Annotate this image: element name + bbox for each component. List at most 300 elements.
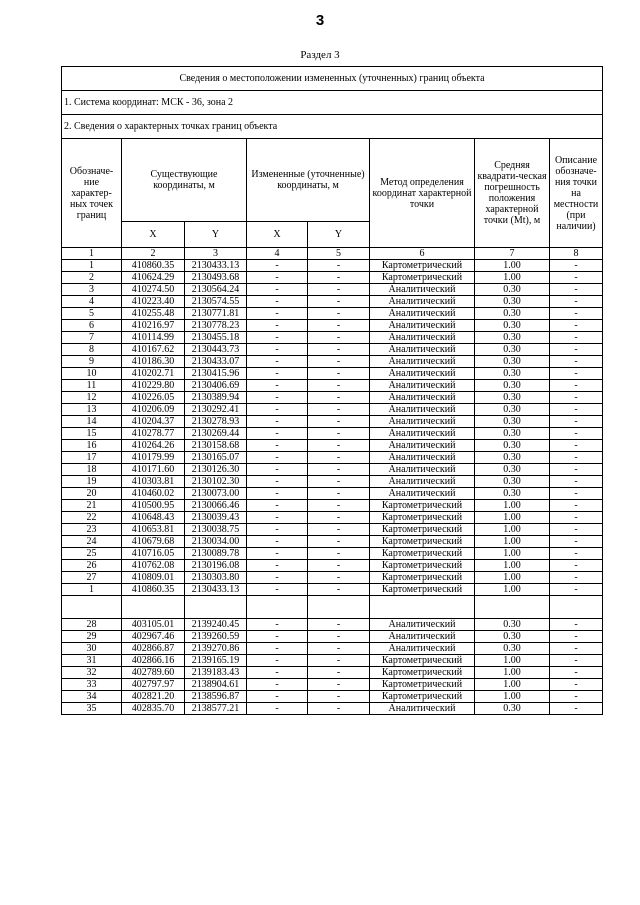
cell-error: 0.30 — [475, 308, 550, 320]
cell-point-id: 2 — [62, 272, 122, 284]
table-row — [62, 452, 603, 464]
cell-changed-y: - — [308, 655, 370, 667]
cell-existing-y: 2130039.43 — [185, 512, 247, 524]
cell-changed-x: - — [247, 296, 308, 308]
cell-changed-x: - — [247, 703, 308, 715]
cell-existing-x: 410624.29 — [122, 272, 185, 284]
cell-error: 0.30 — [475, 380, 550, 392]
table-row — [62, 332, 603, 344]
cell-method: Картометрический — [370, 260, 475, 272]
cell-error: 0.30 — [475, 619, 550, 631]
cell-existing-y: 2130564.24 — [185, 284, 247, 296]
cell-changed-y: - — [308, 440, 370, 452]
cell-method: Аналитический — [370, 320, 475, 332]
cell-existing-y: 2130158.68 — [185, 440, 247, 452]
cell-existing-y: 2138596.87 — [185, 691, 247, 703]
cell-changed-y: - — [308, 332, 370, 344]
column-number: 5 — [308, 248, 370, 260]
cell-existing-y: 2130292.41 — [185, 404, 247, 416]
table-row — [62, 356, 603, 368]
cell-method: Аналитический — [370, 488, 475, 500]
cell-error: 0.30 — [475, 320, 550, 332]
cell-existing-y: 2139240.45 — [185, 619, 247, 631]
cell-description: - — [550, 548, 603, 560]
table-row — [62, 368, 603, 380]
cell-point-id: 35 — [62, 703, 122, 715]
table-row — [62, 440, 603, 452]
cell-error: 0.30 — [475, 392, 550, 404]
cell-method: Аналитический — [370, 368, 475, 380]
cell-description: - — [550, 392, 603, 404]
cell-existing-x: 410278.77 — [122, 428, 185, 440]
cell-error: 0.30 — [475, 356, 550, 368]
cell-method: Аналитический — [370, 380, 475, 392]
cell-error: 0.30 — [475, 416, 550, 428]
cell-existing-x: 410648.43 — [122, 512, 185, 524]
cell-description: - — [550, 380, 603, 392]
cell-changed-y: - — [308, 452, 370, 464]
cell-changed-y: - — [308, 560, 370, 572]
cell-point-id: 4 — [62, 296, 122, 308]
cell-error: 0.30 — [475, 703, 550, 715]
cell-description: - — [550, 631, 603, 643]
cell-existing-y: 2130126.30 — [185, 464, 247, 476]
cell-changed-y: - — [308, 691, 370, 703]
cell-error: 0.30 — [475, 488, 550, 500]
cell-existing-y: 2130102.30 — [185, 476, 247, 488]
cell-method: Аналитический — [370, 703, 475, 715]
cell-changed-y: - — [308, 344, 370, 356]
empty-cell — [247, 596, 308, 619]
cell-changed-y: - — [308, 643, 370, 655]
cell-error: 1.00 — [475, 272, 550, 284]
cell-description: - — [550, 524, 603, 536]
cell-existing-x: 410229.80 — [122, 380, 185, 392]
cell-description: - — [550, 272, 603, 284]
cell-method: Картометрический — [370, 679, 475, 691]
cell-existing-y: 2130443.73 — [185, 344, 247, 356]
cell-point-id: 16 — [62, 440, 122, 452]
cell-method: Аналитический — [370, 631, 475, 643]
cell-existing-x: 410202.71 — [122, 368, 185, 380]
header-existing-x: X — [122, 222, 185, 248]
cell-method: Картометрический — [370, 536, 475, 548]
cell-changed-x: - — [247, 332, 308, 344]
cell-changed-x: - — [247, 512, 308, 524]
cell-method: Аналитический — [370, 392, 475, 404]
cell-changed-y: - — [308, 320, 370, 332]
table-row — [62, 344, 603, 356]
cell-description: - — [550, 464, 603, 476]
cell-point-id: 30 — [62, 643, 122, 655]
cell-error: 0.30 — [475, 440, 550, 452]
points-heading: 2. Сведения о характерных точках границ объекта — [62, 115, 603, 139]
cell-point-id: 15 — [62, 428, 122, 440]
table-row — [62, 488, 603, 500]
cell-changed-y: - — [308, 476, 370, 488]
cell-changed-x: - — [247, 679, 308, 691]
cell-error: 0.30 — [475, 296, 550, 308]
cell-changed-y: - — [308, 703, 370, 715]
table-row — [62, 536, 603, 548]
cell-changed-y: - — [308, 584, 370, 596]
cell-changed-y: - — [308, 464, 370, 476]
section-title: Раздел 3 — [300, 49, 340, 61]
cell-existing-y: 2130433.13 — [185, 584, 247, 596]
column-number: 4 — [247, 248, 308, 260]
empty-cell — [475, 596, 550, 619]
cell-description: - — [550, 643, 603, 655]
cell-existing-y: 2139270.86 — [185, 643, 247, 655]
cell-changed-x: - — [247, 356, 308, 368]
cell-point-id: 14 — [62, 416, 122, 428]
cell-existing-x: 410255.48 — [122, 308, 185, 320]
cell-existing-x: 410460.02 — [122, 488, 185, 500]
cell-changed-x: - — [247, 667, 308, 679]
cell-existing-x: 402835.70 — [122, 703, 185, 715]
cell-changed-x: - — [247, 524, 308, 536]
cell-point-id: 23 — [62, 524, 122, 536]
cell-description: - — [550, 332, 603, 344]
empty-cell — [550, 596, 603, 619]
cell-existing-y: 2130433.07 — [185, 356, 247, 368]
cell-description: - — [550, 440, 603, 452]
cell-error: 0.30 — [475, 404, 550, 416]
column-number: 3 — [185, 248, 247, 260]
header-description: Описание обозначе-ния точки на местности (при наличии) — [550, 139, 603, 248]
cell-error: 0.30 — [475, 428, 550, 440]
table-row — [62, 428, 603, 440]
cell-existing-x: 410204.37 — [122, 416, 185, 428]
cell-existing-y: 2130389.94 — [185, 392, 247, 404]
cell-existing-x: 410500.95 — [122, 500, 185, 512]
cell-point-id: 25 — [62, 548, 122, 560]
cell-point-id: 5 — [62, 308, 122, 320]
cell-changed-x: - — [247, 619, 308, 631]
table-row — [62, 392, 603, 404]
cell-description: - — [550, 536, 603, 548]
cell-existing-x: 410274.50 — [122, 284, 185, 296]
cell-changed-x: - — [247, 476, 308, 488]
header-existing-y: Y — [185, 222, 247, 248]
cell-existing-y: 2130433.13 — [185, 260, 247, 272]
cell-description: - — [550, 512, 603, 524]
cell-changed-x: - — [247, 260, 308, 272]
cell-method: Аналитический — [370, 416, 475, 428]
cell-method: Картометрический — [370, 500, 475, 512]
cell-method: Аналитический — [370, 344, 475, 356]
cell-changed-x: - — [247, 320, 308, 332]
cell-changed-y: - — [308, 392, 370, 404]
cell-existing-x: 410762.08 — [122, 560, 185, 572]
cell-changed-x: - — [247, 548, 308, 560]
cell-point-id: 34 — [62, 691, 122, 703]
cell-description: - — [550, 260, 603, 272]
cell-point-id: 17 — [62, 452, 122, 464]
cell-changed-y: - — [308, 524, 370, 536]
column-number: 6 — [370, 248, 475, 260]
table-title: Сведения о местоположении измененных (уточненных) границ объекта — [62, 67, 603, 91]
cell-existing-x: 410114.99 — [122, 332, 185, 344]
cell-changed-x: - — [247, 416, 308, 428]
cell-method: Аналитический — [370, 332, 475, 344]
table-row — [62, 320, 603, 332]
table-row — [62, 560, 603, 572]
cell-point-id: 22 — [62, 512, 122, 524]
cell-existing-y: 2130196.08 — [185, 560, 247, 572]
cell-changed-x: - — [247, 308, 308, 320]
boundary-points-table — [61, 66, 603, 715]
cell-changed-y: - — [308, 416, 370, 428]
cell-changed-x: - — [247, 631, 308, 643]
cell-description: - — [550, 679, 603, 691]
cell-existing-y: 2130066.46 — [185, 500, 247, 512]
cell-existing-y: 2130406.69 — [185, 380, 247, 392]
cell-existing-x: 410264.26 — [122, 440, 185, 452]
cell-method: Картометрический — [370, 572, 475, 584]
cell-error: 0.30 — [475, 332, 550, 344]
table-row — [62, 548, 603, 560]
cell-error: 1.00 — [475, 691, 550, 703]
cell-changed-y: - — [308, 272, 370, 284]
table-row — [62, 260, 603, 272]
cell-point-id: 28 — [62, 619, 122, 631]
cell-point-id: 19 — [62, 476, 122, 488]
cell-changed-x: - — [247, 643, 308, 655]
cell-error: 0.30 — [475, 464, 550, 476]
header-error: Средняя квадрати-ческая погрешность положения характерной точки (Mt), м — [475, 139, 550, 248]
cell-existing-x: 410653.81 — [122, 524, 185, 536]
cell-description: - — [550, 572, 603, 584]
cell-description: - — [550, 428, 603, 440]
cell-changed-x: - — [247, 380, 308, 392]
cell-changed-x: - — [247, 272, 308, 284]
table-row — [62, 572, 603, 584]
cell-description: - — [550, 488, 603, 500]
cell-description: - — [550, 404, 603, 416]
cell-existing-x: 402821.20 — [122, 691, 185, 703]
cell-changed-y: - — [308, 500, 370, 512]
cell-changed-x: - — [247, 560, 308, 572]
column-number: 2 — [122, 248, 185, 260]
column-number: 1 — [62, 248, 122, 260]
cell-error: 0.30 — [475, 631, 550, 643]
cell-method: Аналитический — [370, 296, 475, 308]
cell-existing-x: 402789.60 — [122, 667, 185, 679]
cell-existing-y: 2130771.81 — [185, 308, 247, 320]
cell-description: - — [550, 284, 603, 296]
cell-existing-x: 410303.81 — [122, 476, 185, 488]
cell-method: Аналитический — [370, 464, 475, 476]
cell-changed-y: - — [308, 679, 370, 691]
table-row — [62, 667, 603, 679]
cell-point-id: 6 — [62, 320, 122, 332]
separator-row — [62, 596, 603, 619]
cell-method: Аналитический — [370, 643, 475, 655]
cell-existing-x: 410716.05 — [122, 548, 185, 560]
cell-existing-x: 410860.35 — [122, 584, 185, 596]
cell-point-id: 26 — [62, 560, 122, 572]
cell-error: 1.00 — [475, 548, 550, 560]
cell-point-id: 12 — [62, 392, 122, 404]
cell-method: Аналитический — [370, 619, 475, 631]
cell-existing-x: 410809.01 — [122, 572, 185, 584]
table-row — [62, 476, 603, 488]
cell-error: 1.00 — [475, 679, 550, 691]
cell-description: - — [550, 368, 603, 380]
cell-error: 0.30 — [475, 344, 550, 356]
cell-point-id: 10 — [62, 368, 122, 380]
table-row — [62, 464, 603, 476]
header-changed-x: X — [247, 222, 308, 248]
cell-changed-x: - — [247, 428, 308, 440]
cell-changed-x: - — [247, 488, 308, 500]
cell-method: Аналитический — [370, 452, 475, 464]
cell-method: Аналитический — [370, 404, 475, 416]
cell-existing-y: 2130278.93 — [185, 416, 247, 428]
cell-changed-y: - — [308, 619, 370, 631]
cell-existing-x: 410186.30 — [122, 356, 185, 368]
empty-cell — [122, 596, 185, 619]
cell-point-id: 18 — [62, 464, 122, 476]
cell-changed-y: - — [308, 380, 370, 392]
cell-point-id: 9 — [62, 356, 122, 368]
cell-changed-y: - — [308, 296, 370, 308]
header-changed-y: Y — [308, 222, 370, 248]
table-row — [62, 416, 603, 428]
cell-existing-x: 402866.16 — [122, 655, 185, 667]
cell-error: 1.00 — [475, 572, 550, 584]
cell-changed-x: - — [247, 452, 308, 464]
cell-changed-x: - — [247, 500, 308, 512]
cell-existing-y: 2138904.61 — [185, 679, 247, 691]
cell-method: Картометрический — [370, 584, 475, 596]
cell-error: 0.30 — [475, 452, 550, 464]
coordinate-system: 1. Система координат: МСК - 36, зона 2 — [62, 91, 603, 115]
cell-existing-y: 2130073.00 — [185, 488, 247, 500]
cell-error: 1.00 — [475, 667, 550, 679]
header-changed-coordinates: Измененные (уточненные) координаты, м — [247, 139, 370, 222]
cell-existing-y: 2139165.19 — [185, 655, 247, 667]
cell-point-id: 29 — [62, 631, 122, 643]
table-row — [62, 655, 603, 667]
cell-point-id: 31 — [62, 655, 122, 667]
cell-error: 1.00 — [475, 512, 550, 524]
cell-existing-x: 410206.09 — [122, 404, 185, 416]
cell-error: 1.00 — [475, 536, 550, 548]
table-row — [62, 619, 603, 631]
empty-cell — [308, 596, 370, 619]
cell-description: - — [550, 584, 603, 596]
cell-error: 1.00 — [475, 260, 550, 272]
cell-method: Картометрический — [370, 655, 475, 667]
cell-error: 1.00 — [475, 500, 550, 512]
cell-changed-x: - — [247, 655, 308, 667]
cell-changed-x: - — [247, 368, 308, 380]
table-row — [62, 631, 603, 643]
cell-changed-y: - — [308, 428, 370, 440]
cell-existing-y: 2130038.75 — [185, 524, 247, 536]
cell-description: - — [550, 703, 603, 715]
cell-point-id: 1 — [62, 584, 122, 596]
table-row — [62, 691, 603, 703]
table-row — [62, 524, 603, 536]
cell-existing-y: 2130165.07 — [185, 452, 247, 464]
cell-changed-y: - — [308, 548, 370, 560]
cell-point-id: 21 — [62, 500, 122, 512]
cell-existing-x: 402797.97 — [122, 679, 185, 691]
table-row — [62, 272, 603, 284]
cell-method: Картометрический — [370, 560, 475, 572]
cell-description: - — [550, 500, 603, 512]
cell-method: Картометрический — [370, 272, 475, 284]
cell-point-id: 7 — [62, 332, 122, 344]
cell-existing-y: 2130778.23 — [185, 320, 247, 332]
cell-method: Картометрический — [370, 524, 475, 536]
cell-error: 0.30 — [475, 643, 550, 655]
cell-method: Картометрический — [370, 548, 475, 560]
cell-existing-x: 402967.46 — [122, 631, 185, 643]
column-number: 8 — [550, 248, 603, 260]
cell-description: - — [550, 667, 603, 679]
cell-description: - — [550, 476, 603, 488]
page-number: 3 — [315, 12, 325, 29]
cell-description: - — [550, 560, 603, 572]
cell-existing-y: 2130303.80 — [185, 572, 247, 584]
cell-description: - — [550, 452, 603, 464]
header-existing-coordinates: Существующие координаты, м — [122, 139, 247, 222]
cell-point-id: 11 — [62, 380, 122, 392]
cell-changed-x: - — [247, 572, 308, 584]
cell-changed-x: - — [247, 464, 308, 476]
cell-existing-x: 403105.01 — [122, 619, 185, 631]
cell-changed-y: - — [308, 572, 370, 584]
cell-changed-y: - — [308, 368, 370, 380]
cell-existing-y: 2130574.55 — [185, 296, 247, 308]
table-row — [62, 296, 603, 308]
cell-existing-x: 410179.99 — [122, 452, 185, 464]
cell-point-id: 32 — [62, 667, 122, 679]
cell-changed-y: - — [308, 536, 370, 548]
cell-error: 0.30 — [475, 368, 550, 380]
cell-changed-y: - — [308, 404, 370, 416]
table-row — [62, 584, 603, 596]
cell-method: Аналитический — [370, 284, 475, 296]
cell-existing-y: 2130034.00 — [185, 536, 247, 548]
cell-changed-x: - — [247, 284, 308, 296]
cell-error: 0.30 — [475, 476, 550, 488]
cell-point-id: 24 — [62, 536, 122, 548]
cell-method: Картометрический — [370, 691, 475, 703]
cell-changed-x: - — [247, 536, 308, 548]
cell-method: Аналитический — [370, 476, 475, 488]
table-row — [62, 512, 603, 524]
table-row — [62, 703, 603, 715]
cell-point-id: 20 — [62, 488, 122, 500]
cell-changed-y: - — [308, 512, 370, 524]
empty-cell — [62, 596, 122, 619]
cell-point-id: 33 — [62, 679, 122, 691]
cell-description: - — [550, 416, 603, 428]
cell-existing-y: 2130493.68 — [185, 272, 247, 284]
cell-changed-y: - — [308, 260, 370, 272]
cell-error: 1.00 — [475, 524, 550, 536]
cell-method: Картометрический — [370, 512, 475, 524]
cell-changed-x: - — [247, 691, 308, 703]
cell-existing-y: 2130415.96 — [185, 368, 247, 380]
cell-error: 1.00 — [475, 560, 550, 572]
table-row — [62, 500, 603, 512]
